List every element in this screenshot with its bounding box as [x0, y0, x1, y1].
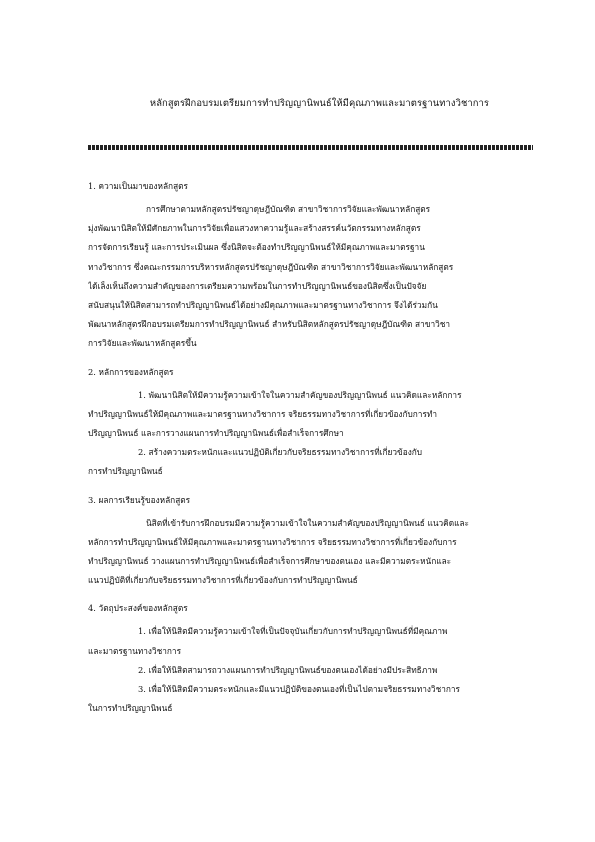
paragraph-line: ทางวิชาการ ซึ่งคณะกรรมการบริหารหลักสูตรปรัชญาดุษฎีบัณฑิต สาขาวิชาการวิจัยและพัฒนาหลักสูตร — [88, 261, 454, 272]
document-title: หลักสูตรฝึกอบรมเตรียมการทำปริญญานิพนธ์ให้มีคุณภาพและมาตรฐานทางวิชาการ — [149, 98, 490, 109]
numbered-item-line: 1. เพื่อให้นิสิตมีความรู้ความเข้าใจที่เป็นปัจจุบันเกี่ยวกับการทำปริญญานิพนธ์ที่มีคุณภาพ — [138, 626, 448, 637]
numbered-item-line: 2. เพื่อให้นิสิตสามารถวางแผนการทำปริญญานิพนธ์ของตนเองได้อย่างมีประสิทธิภาพ — [138, 664, 438, 675]
numbered-item-line: 1. พัฒนานิสิตให้มีความรู้ความเข้าใจในความสำคัญของปริญญานิพนธ์ แนวคิดและหลักการ — [138, 389, 462, 400]
paragraph-line: การทำปริญญานิพนธ์ — [88, 466, 163, 477]
section-heading: 1. ความเป็นมาของหลักสูตร — [88, 181, 188, 191]
paragraph-line: ปริญญานิพนธ์ และการวางแผนการทำปริญญานิพนธ์เพื่อสำเร็จการศึกษา — [88, 428, 344, 439]
numbered-item-line: 2. สร้างความตระหนักและแนวปฏิบัติเกี่ยวกับจริยธรรมทางวิชาการที่เกี่ยวข้องกับ — [138, 447, 423, 458]
paragraph-line: ได้เล็งเห็นถึงความสำคัญของการเตรียมความพร้อมในการทำปริญญานิพนธ์ของนิสิตซึ่งเป็นปัจจัย — [88, 280, 427, 291]
paragraph-line: มุ่งพัฒนานิสิตให้มีศักยภาพในการวิจัยเพื่อแสวงหาความรู้และสร้างสรรค์นวัตกรรมทางหลักสูตร — [88, 223, 421, 234]
paragraph-line: การศึกษาตามหลักสูตรปรัชญาดุษฎีบัณฑิต สาขาวิชาการวิจัยและพัฒนาหลักสูตร — [146, 204, 431, 214]
paragraph-line: แนวปฏิบัติที่เกี่ยวกับจริยธรรมทางวิชาการที่เกี่ยวข้องกับการทำปริญญานิพนธ์ — [88, 575, 358, 586]
paragraph-line: หลักการทำปริญญานิพนธ์ให้มีคุณภาพและมาตรฐานทางวิชาการ จริยธรรมทางวิชาการที่เกี่ยวข้องกับการ — [88, 536, 457, 547]
section-heading: 4. วัตถุประสงค์ของหลักสูตร — [88, 603, 188, 614]
paragraph-line: การจัดการเรียนรู้ และการประเมินผล ซึ่งนิสิตจะต้องทำปริญญานิพนธ์ให้มีคุณภาพและมาตรฐาน — [88, 242, 425, 253]
numbered-item-line: 3. เพื่อให้นิสิตมีความตระหนักและมีแนวปฏิบัติของตนเองที่เป็นไปตามจริยธรรมทางวิชาการ — [138, 684, 461, 695]
paragraph-line: ทำปริญญานิพนธ์ วางแผนการทำปริญญานิพนธ์เพื่อสำเร็จการศึกษาของตนเอง และมีความตระหนักและ — [88, 556, 452, 567]
paragraph-line: ทำปริญญานิพนธ์ให้มีคุณภาพและมาตรฐานทางวิชาการ จริยธรรมทางวิชาการที่เกี่ยวข้องกับการทำ — [88, 408, 438, 419]
paragraph-line: พัฒนาหลักสูตรฝึกอบรมเตรียมการทำปริญญานิพนธ์ สำหรับนิสิตหลักสูตรปรัชญาดุษฎีบัณฑิต สาขาวิชา — [88, 319, 451, 330]
paragraph-line: นิสิตที่เข้ารับการฝึกอบรมมีความรู้ความเข้าใจในความสำคัญของปริญญานิพนธ์ แนวคิดและ — [146, 517, 470, 528]
section-heading: 2. หลักการของหลักสูตร — [88, 366, 174, 377]
dashed-separator — [88, 145, 533, 150]
paragraph-line: ในการทำปริญญานิพนธ์ — [88, 703, 173, 714]
section-learning-outcomes — [88, 494, 533, 591]
section-background — [88, 180, 533, 354]
paragraph-line: และมาตรฐานทางวิชาการ — [88, 645, 182, 656]
section-heading: 3. ผลการเรียนรู้ของหลักสูตร — [88, 494, 191, 505]
paragraph-line: สนับสนุนให้นิสิตสามารถทำปริญญานิพนธ์ได้อย่างมีคุณภาพและมาตรฐานทางวิชาการ จึงได้ร่วมกัน — [88, 300, 438, 311]
section-objectives — [88, 602, 533, 718]
paragraph-line: การวิจัยและพัฒนาหลักสูตรขึ้น — [88, 338, 197, 349]
section-principles — [88, 366, 533, 482]
